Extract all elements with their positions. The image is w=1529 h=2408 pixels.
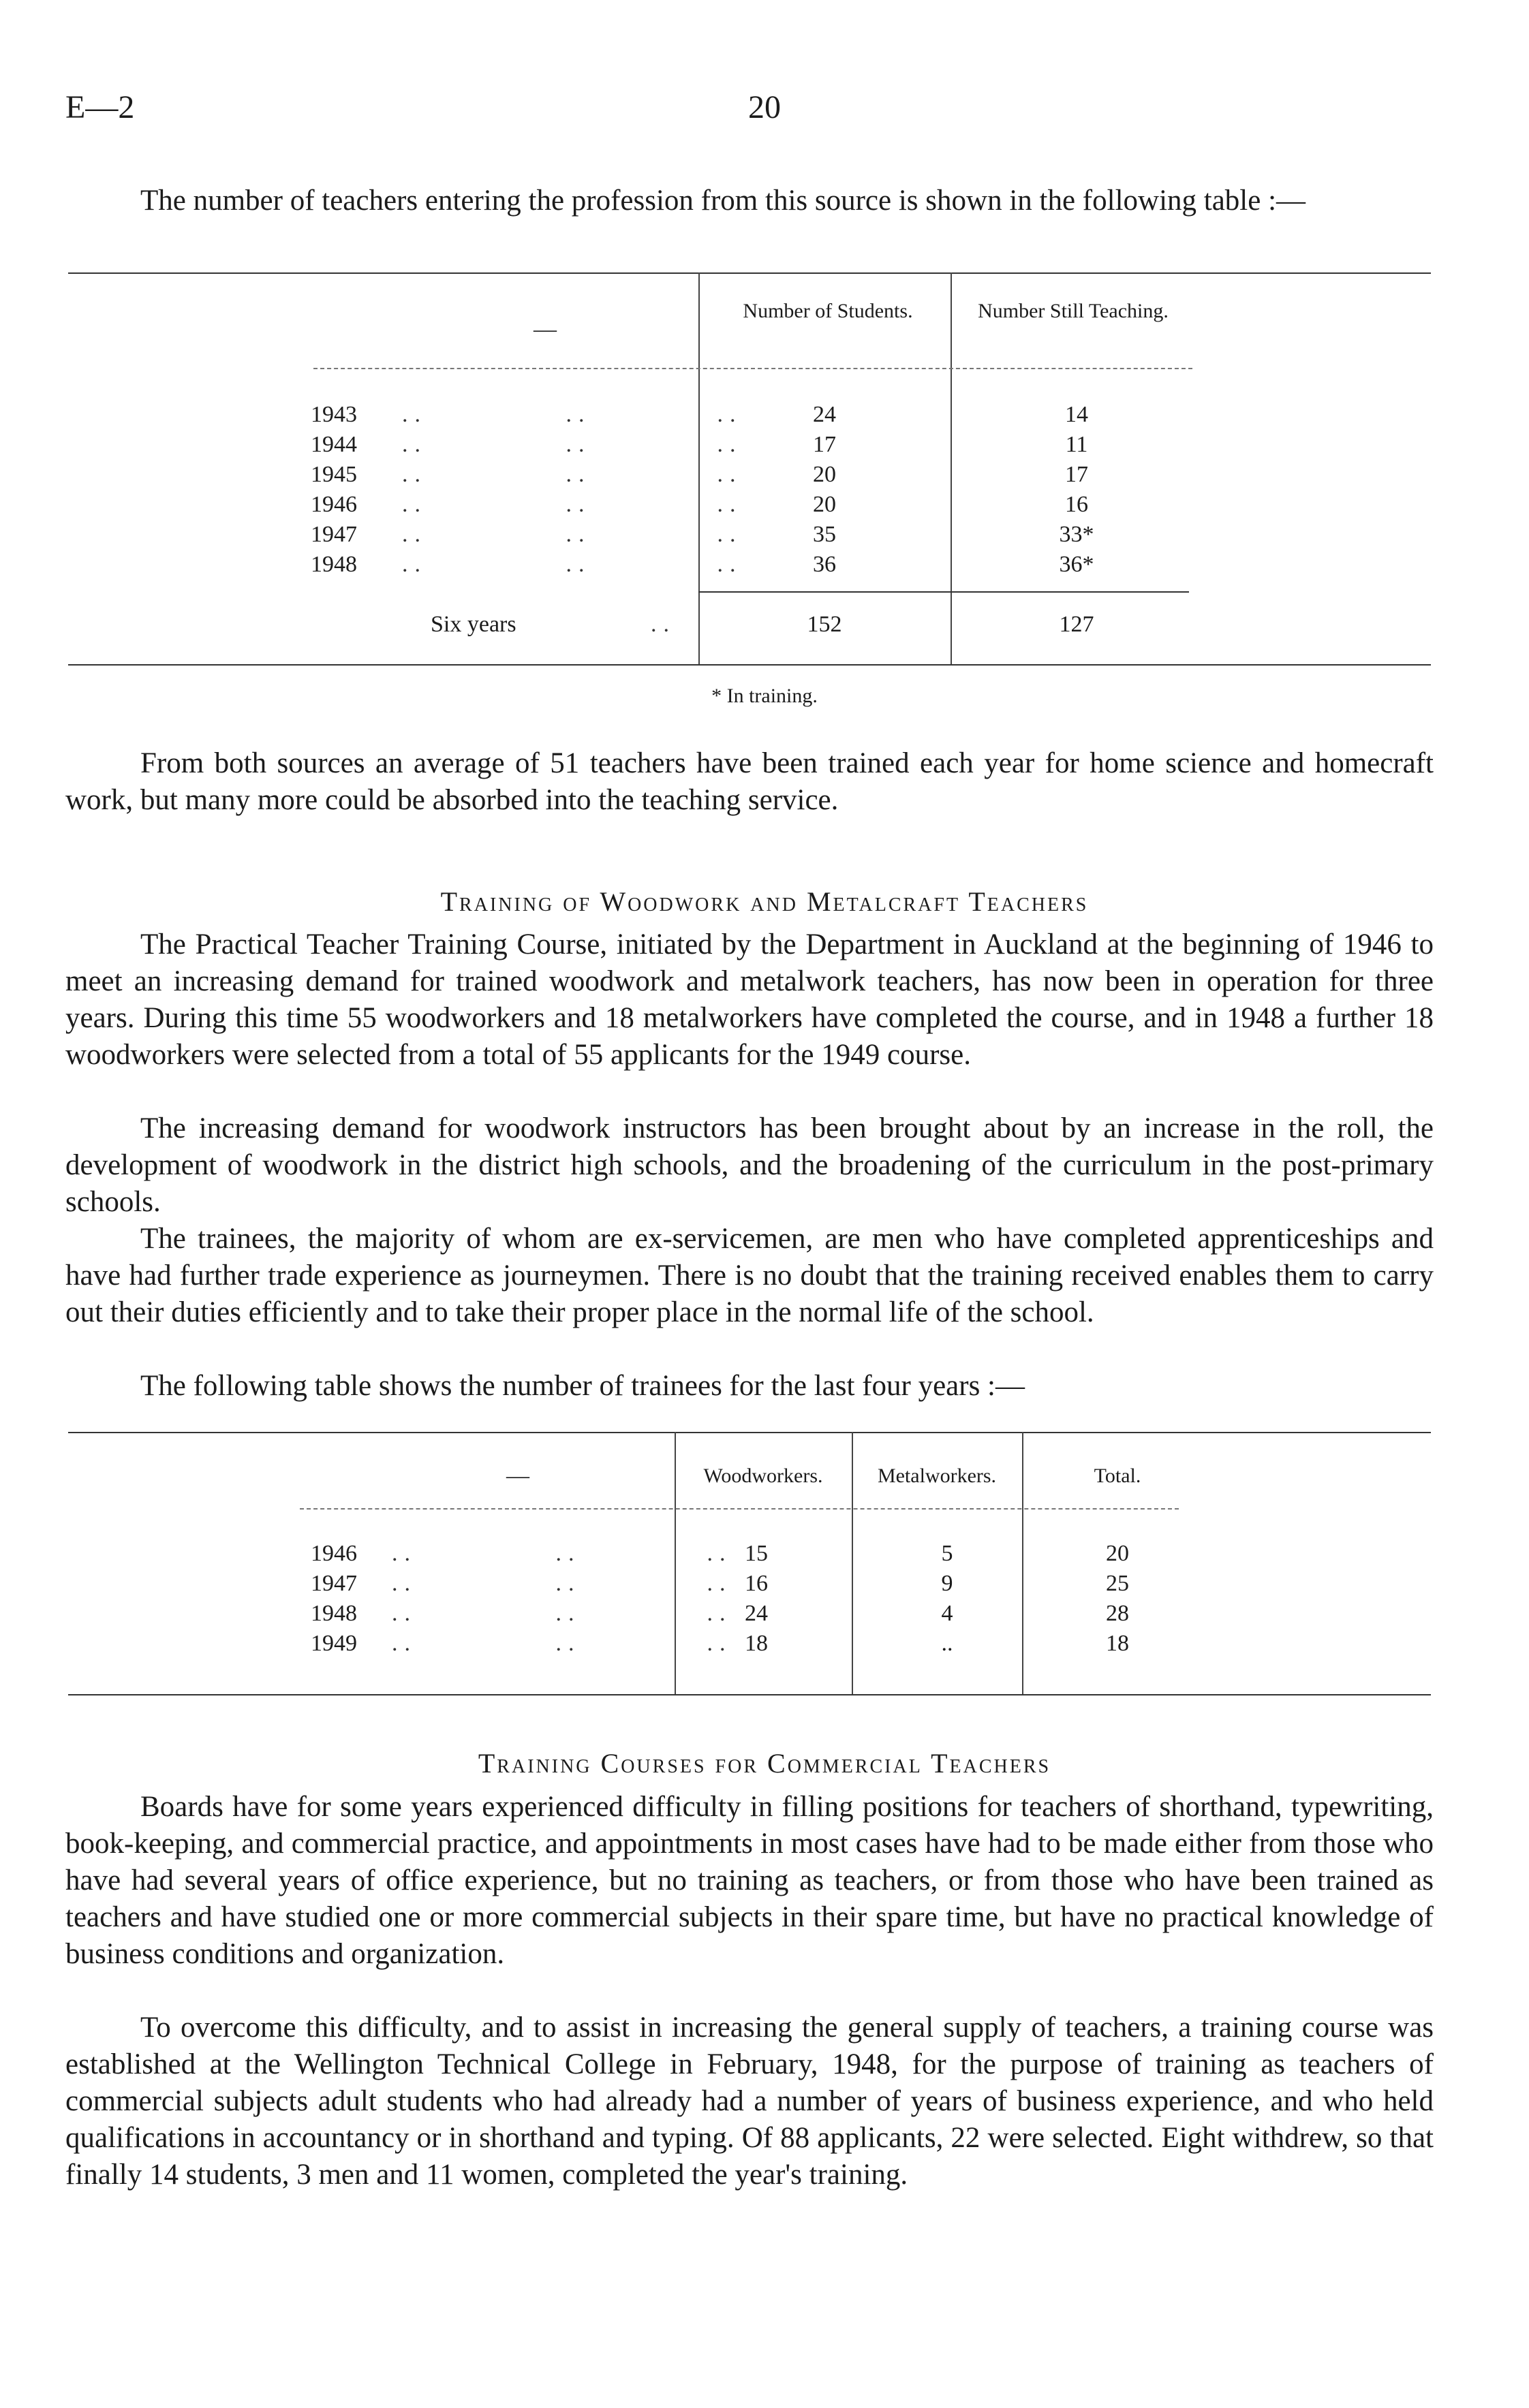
report-code: E—2 (65, 89, 135, 125)
table-rule (68, 1694, 1431, 1695)
table-divider (951, 272, 952, 664)
page-number: 20 (748, 89, 781, 125)
table-rule (68, 272, 1431, 274)
woodwork-paragraph-4: The following table shows the number of trainees for the last four years :— (140, 1370, 1025, 1402)
col-header-teaching: Number Still Teaching. (978, 300, 1169, 322)
col-header-metalworkers: Metalworkers. (877, 1465, 997, 1487)
table-blank-header: — (534, 317, 557, 342)
table-rule (68, 664, 1431, 666)
heading-commercial: Training Courses for Commercial Teachers (478, 1748, 1051, 1779)
heading-woodwork: Training of Woodwork and Metalcraft Teachers (440, 886, 1089, 917)
woodwork-paragraph-1: The Practical Teacher Training Course, initiated by the Department in Auckland at the beginning of 1946 to meet an increasing demand for trained woodwork and metalwork teachers, has now been in operation for three years. During this time 55 woodworkers and 18 metalworkers have completed the course, and in 1948 a further 18 woodworkers were selected from a total of 55 applicants for the 1949 course. (65, 928, 1434, 1071)
table-blank-header: — (506, 1463, 529, 1488)
table-rule (313, 368, 1192, 369)
table-footnote: * In training. (711, 685, 818, 707)
table-divider (852, 1432, 853, 1694)
table-rule (68, 1432, 1431, 1433)
table-rule (300, 1508, 1179, 1510)
col-header-woodworkers: Woodworkers. (703, 1465, 823, 1487)
page-header (65, 89, 1464, 143)
table-divider (1022, 1432, 1023, 1694)
commercial-paragraph-2: To overcome this difficulty, and to assist in increasing the general supply of teachers, a training course was established at the Wellington Technical College in February, 1948, for the purpose of training as teachers of commercial subjects adult students who had already had a number of years of business experience, and who held qualifications in accountancy or in shorthand and typing. Of 88 applicants, 22 were selected. Eight withdrew, so that finally 14 students, 3 men and 11 women, completed the year's training. (65, 2012, 1434, 2191)
woodwork-paragraph-2: The increasing demand for woodwork instructors has been brought about by an increase in the roll, the development of woodwork in the district high schools, and the broadening of the curriculum in the post-primary schools. (65, 1112, 1434, 1218)
page: E—2 20 The number of teachers entering the profession from this source is shown in the following table :— — Number of Students. Number Still Teaching. 1943 .. .. .. 24 14 1944 .. .. .. 17 11 1945 .. .. .. 20 17 1946 .. .. .. 20 16 1947 .. .. .. 35 33* 1948 .. .. .. 36 36* Six years .. 152 127 * In training. From both sources an average of 51 teachers have been trained each year for home science and homecraft work, but many more could be absorbed into the teaching service. Training of Woodwork and Metalcraft Teachers The Practical Teacher Training Course, initiated by the Department in Auckland at the beginning of 1946 to meet an increasing demand for trained woodwork and metalwork teachers, has now been in operation for three years. During this time 55 woodworkers and 18 metalworkers have completed the course, and in 1948 a further 18 woodworkers were selected from a total of 55 applicants for the 1949 course. The increasing demand for woodwork instructors has been brought about by an increase in the roll, the development of woodwork in the district high schools, and the broadening of the curriculum in the post-primary schools. The trainees, the majority of whom are ex-servicemen, are men who have completed apprenticeships and have had further trade experience as journeymen. There is no doubt that the training received enables them to carry out their duties efficiently and to take their proper place in the normal life of the school. The following table shows the number of trainees for the last four years :— — Woodworkers. Metalworkers. Total. 1946 .. .. .. 15 5 20 1947 .. .. .. 16 9 25 1948 .. .. .. 24 4 28 1949 .. .. .. 18 .. 18 Training Courses for Commercial Teachers Boards have for some years experienced difficulty in filling positions for teachers of shorthand, typewriting, book-keeping, and commercial practice, and appointments in most cases have had to be made either from those who have had several years of office experience, but no training as teachers, or from those who have been trained as teachers and have studied one or more commercial subjects in their spare time, but have no practical knowledge of business conditions and organization. To overcome this difficulty, and to assist in increasing the general supply of teachers, a training course was established at the Wellington Technical College in February, 1948, for the purpose of training as teachers of commercial subjects adult students who had already had a number of years of business experience, and who held qualifications in accountancy or in shorthand and typing. Of 88 applicants, 22 were selected. Eight withdrew, so that finally 14 students, 3 men and 11 women, completed the year's training. (0, 0, 1529, 2408)
intro-paragraph: The number of teachers entering the profession from this source is shown in the following table :— (140, 185, 1306, 217)
table-rule (698, 591, 1189, 593)
col-header-students: Number of Students. (743, 300, 913, 322)
col-header-total: Total. (1094, 1465, 1141, 1487)
woodwork-paragraph-3: The trainees, the majority of whom are ex-servicemen, are men who have completed apprenticeships and have had further trade experience as journeymen. There is no doubt that the training received enables them to carry out their duties efficiently and to take their proper place in the normal life of the school. (65, 1223, 1434, 1328)
commercial-paragraph-1: Boards have for some years experienced difficulty in filling positions for teachers of shorthand, typewriting, book-keeping, and commercial practice, and appointments in most cases have had to be made either from those who have had several years of office experience, but no training as teachers, or from those who have been trained as teachers and have studied one or more commercial subjects in their spare time, but have no practical knowledge of business conditions and organization. (65, 1791, 1434, 1970)
average-paragraph: From both sources an average of 51 teachers have been trained each year for home science and homecraft work, but many more could be absorbed into the teaching service. (65, 747, 1434, 816)
